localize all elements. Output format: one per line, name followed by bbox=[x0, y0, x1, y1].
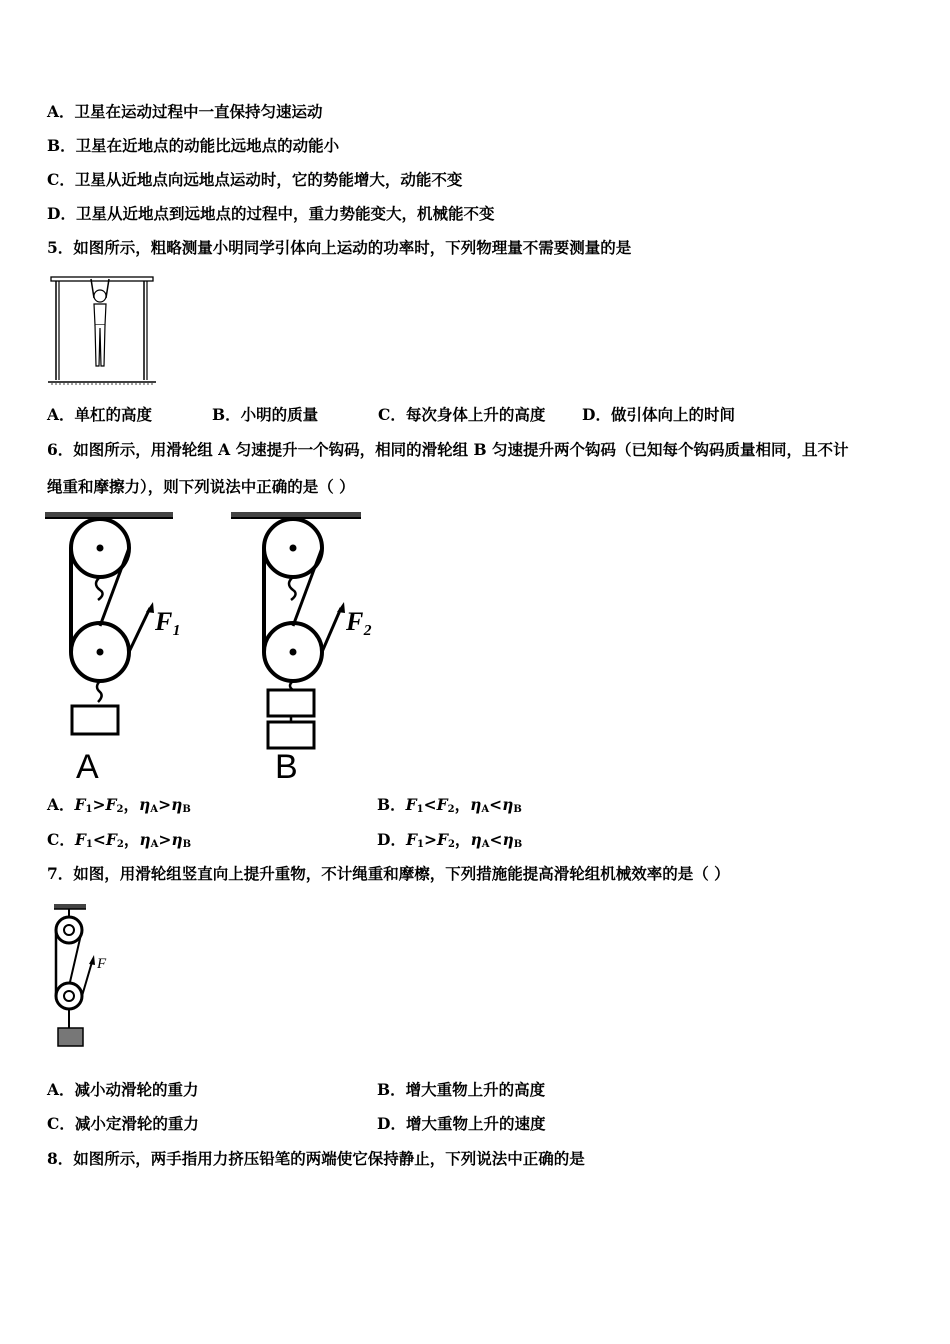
q6-option-b: B．$F_1<F_2$，$\eta_A<\eta_B$ bbox=[377, 795, 522, 815]
q4-option-c: C．卫星从近地点向远地点运动时，它的势能增大，动能不变 bbox=[47, 170, 463, 189]
force-f1-label: F₁ bbox=[155, 607, 182, 636]
q7-option-c: C．减小定滑轮的重力 bbox=[47, 1114, 199, 1133]
q7-option-d: D．增大重物上升的速度 bbox=[377, 1114, 546, 1133]
q6-stem-line1: 6．如图所示，用滑轮组 A 匀速提升一个钩码，相同的滑轮组 B 匀速提升两个钩码（已知每个钩码质量相同，且不计 bbox=[47, 440, 849, 459]
figure-b-label: B bbox=[275, 748, 298, 784]
q7-option-b: B．增大重物上升的高度 bbox=[377, 1080, 546, 1099]
force-f-label: F bbox=[97, 956, 107, 972]
q4-option-b: B．卫星在近地点的动能比远地点的动能小 bbox=[47, 136, 340, 155]
q7-option-a: A．减小动滑轮的重力 bbox=[47, 1080, 199, 1099]
q5-option-d: D．做引体向上的时间 bbox=[582, 405, 735, 424]
pulley-figure-a bbox=[42, 506, 192, 784]
pulley-figure-q7 bbox=[50, 900, 125, 1055]
q5-option-c: C．每次身体上升的高度 bbox=[378, 405, 546, 424]
force-f2-label: F₂ bbox=[346, 607, 373, 636]
pullup-figure bbox=[48, 270, 158, 388]
q5-option-a: A．单杠的高度 bbox=[47, 405, 153, 424]
q6-stem-line2: 绳重和摩擦力），则下列说法中正确的是（ ） bbox=[47, 477, 355, 496]
q5-option-b: B．小明的质量 bbox=[212, 405, 319, 424]
q6-option-d: D．$F_1>F_2$，$\eta_A<\eta_B$ bbox=[377, 830, 523, 850]
q7-stem: 7．如图，用滑轮组竖直向上提升重物，不计绳重和摩檫，下列措施能提高滑轮组机械效率的是（ ） bbox=[47, 864, 730, 883]
q4-option-a: A．卫星在运动过程中一直保持匀速运动 bbox=[47, 102, 323, 121]
q4-option-d: D．卫星从近地点到远地点的过程中，重力势能变大，机械能不变 bbox=[47, 204, 495, 223]
q5-stem: 5．如图所示，粗略测量小明同学引体向上运动的功率时，下列物理量不需要测量的是 bbox=[47, 238, 632, 257]
q6-option-a: A．$F_1>F_2$，$\eta_A>\eta_B$ bbox=[47, 795, 191, 815]
q8-stem: 8．如图所示，两手指用力挤压铅笔的两端使它保持静止，下列说法中正确的是 bbox=[47, 1149, 585, 1168]
pulley-figure-b bbox=[228, 506, 383, 784]
figure-a-label: A bbox=[76, 748, 99, 784]
q6-option-c: C．$F_1<F_2$，$\eta_A>\eta_B$ bbox=[47, 830, 192, 850]
